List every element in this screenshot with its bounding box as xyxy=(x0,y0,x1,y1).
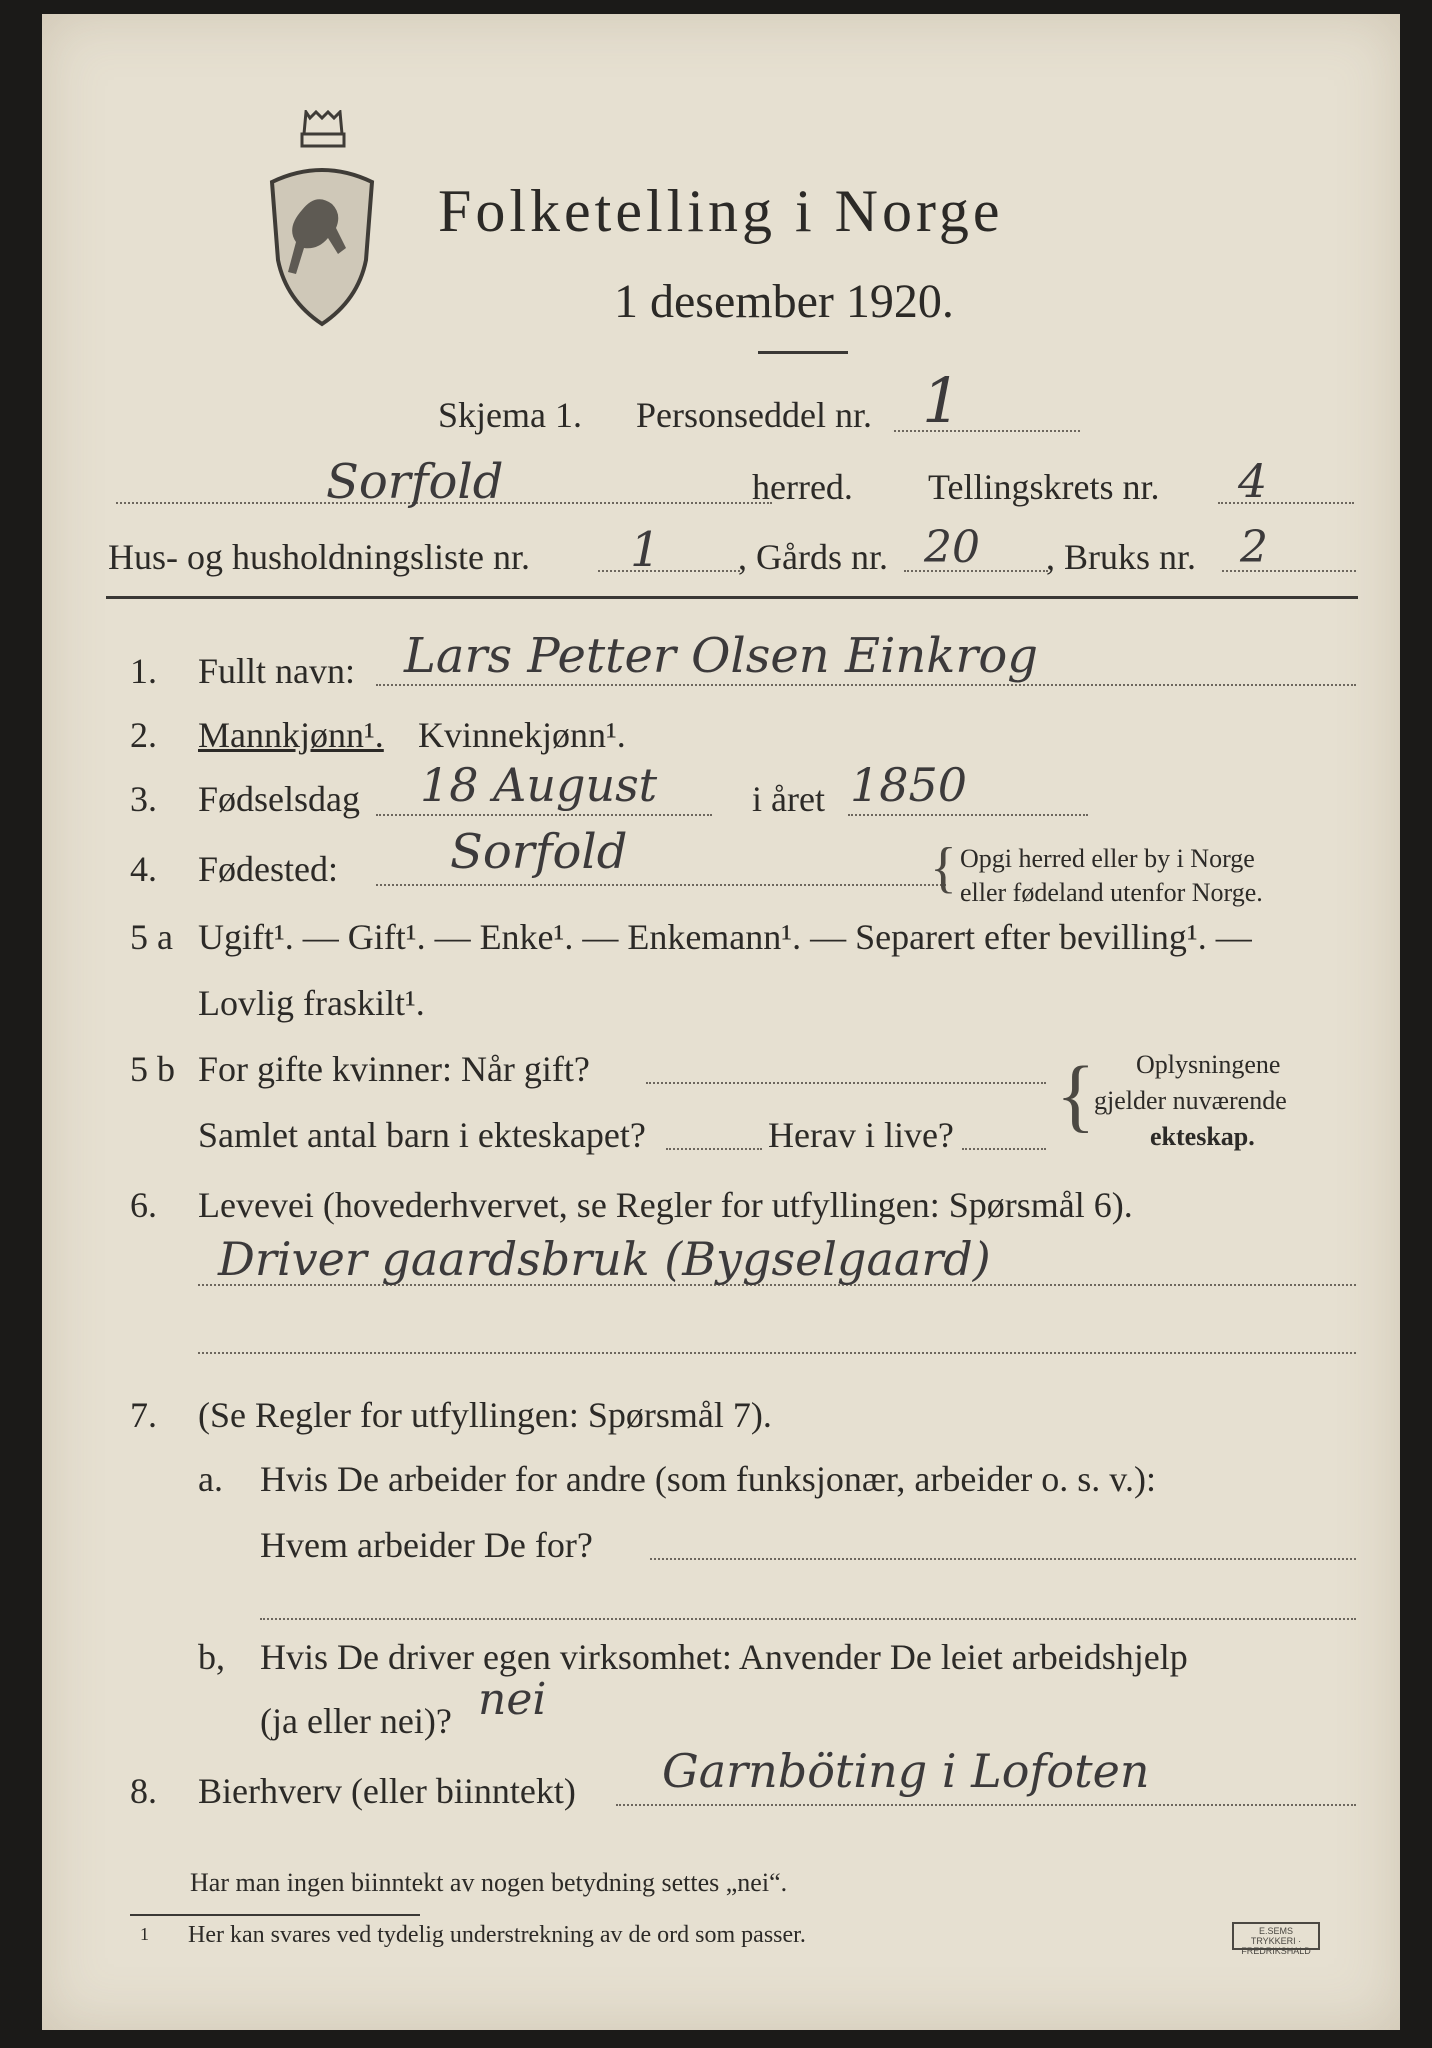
q1-number: 1. xyxy=(130,651,157,691)
tellingskrets-label: Tellingskrets nr. xyxy=(928,467,1160,507)
birthplace-note-1: Opgi herred eller by i Norge xyxy=(960,844,1255,873)
q4-brace: { xyxy=(930,837,957,899)
census-date: 1 desember 1920. xyxy=(614,275,954,328)
occupation-value[interactable]: Driver gaardsbruk (Bygselgaard) xyxy=(218,1232,991,1286)
q2-number: 2. xyxy=(130,715,157,755)
footer-divider xyxy=(130,1914,420,1916)
footnote-text: Her kan svares ved tydelig understrekning av de ord som passer. xyxy=(188,1922,806,1948)
personseddel-value[interactable]: 1 xyxy=(922,364,962,437)
husliste-line xyxy=(598,570,740,572)
printer-stamp: E.SEMS TRYKKERI · FREDRIKSHALD xyxy=(1232,1922,1320,1950)
alive-line xyxy=(962,1148,1046,1150)
married-when-line xyxy=(646,1082,1046,1084)
side-income-line xyxy=(616,1804,1356,1806)
q6-number: 6. xyxy=(130,1185,157,1225)
q5a-number: 5 a xyxy=(130,917,173,957)
birthyear-line xyxy=(848,814,1088,816)
q7a-letter: a. xyxy=(198,1459,223,1499)
gender-male-option[interactable]: Mannkjønn¹. xyxy=(198,715,384,755)
schema-label: Skjema 1. xyxy=(438,395,582,435)
herred-value[interactable]: Sorfold xyxy=(326,454,504,510)
husliste-value[interactable]: 1 xyxy=(630,522,661,578)
footnote-mark: 1 xyxy=(140,1924,149,1944)
side-income-value[interactable]: Garnböting i Lofoten xyxy=(662,1744,1150,1798)
q7a-label-1: Hvis De arbeider for andre (som funksjonær, arbeider o. s. v.): xyxy=(260,1459,1156,1499)
q3-label: Fødselsdag xyxy=(198,779,360,819)
employer-line-1 xyxy=(650,1558,1356,1560)
marital-status-options-2[interactable]: Lovlig fraskilt¹. xyxy=(198,983,425,1023)
bruks-value[interactable]: 2 xyxy=(1240,522,1268,573)
q7-label: (Se Regler for utfyllingen: Spørsmål 7). xyxy=(198,1395,772,1435)
q8-number: 8. xyxy=(130,1771,157,1811)
full-name-value[interactable]: Lars Petter Olsen Einkrog xyxy=(404,628,1038,684)
q7-number: 7. xyxy=(130,1395,157,1435)
personseddel-label: Personseddel nr. xyxy=(636,395,872,435)
hired-help-value[interactable]: nei xyxy=(478,1674,547,1725)
gards-value[interactable]: 20 xyxy=(924,522,980,573)
census-form xyxy=(42,14,1400,2030)
q5b-children-label: Samlet antal barn i ekteskapet? xyxy=(198,1115,646,1155)
birthplace-line xyxy=(376,884,946,886)
employer-line-2 xyxy=(260,1618,1356,1620)
q5b-alive-label: Herav i live? xyxy=(768,1115,954,1155)
q3-year-label: i året xyxy=(752,779,825,819)
title-divider xyxy=(758,351,848,354)
q5b-brace: { xyxy=(1056,1049,1096,1140)
bruks-label: , Bruks nr. xyxy=(1046,537,1197,577)
q1-label: Fullt navn: xyxy=(198,651,356,691)
q5b-note-2: gjelder nuværende xyxy=(1094,1086,1287,1115)
marital-status-options[interactable]: Ugift¹. — Gift¹. — Enke¹. — Enkemann¹. — Separert efter bevilling¹. — xyxy=(198,917,1252,957)
children-line xyxy=(666,1148,762,1150)
no-side-income-note: Har man ingen biinntekt av nogen betydning settes „nei“. xyxy=(190,1868,788,1897)
gender-female-option[interactable]: Kvinnekjønn¹. xyxy=(418,715,626,755)
q8-label: Bierhverv (eller biinntekt) xyxy=(198,1771,576,1811)
gards-label: , Gårds nr. xyxy=(738,537,888,577)
q4-label: Fødested: xyxy=(198,849,338,889)
q7b-label-2: (ja eller nei)? xyxy=(260,1701,452,1741)
q5b-number: 5 b xyxy=(130,1049,175,1089)
birthplace-value[interactable]: Sorfold xyxy=(450,824,628,880)
husliste-label: Hus- og husholdningsliste nr. xyxy=(108,537,531,577)
q5b-note-1: Oplysningene xyxy=(1136,1050,1281,1079)
q7b-label-1: Hvis De driver egen virksomhet: Anvender De leiet arbeidshjelp xyxy=(260,1637,1188,1677)
birthdate-value[interactable]: 18 August xyxy=(420,758,658,812)
q5b-married-when: For gifte kvinner: Når gift? xyxy=(198,1049,590,1089)
birthplace-note-2: eller fødeland utenfor Norge. xyxy=(960,878,1263,907)
header-divider xyxy=(106,596,1358,599)
q4-number: 4. xyxy=(130,849,157,889)
q1-line xyxy=(376,684,1356,686)
birthdate-line xyxy=(376,814,712,816)
coat-of-arms-icon xyxy=(266,110,378,328)
census-title: Folketelling i Norge xyxy=(438,178,1004,244)
q7a-label-2: Hvem arbeider De for? xyxy=(260,1525,593,1565)
q7b-letter: b, xyxy=(198,1637,225,1677)
tellingskrets-value[interactable]: 4 xyxy=(1238,454,1268,508)
occupation-line-2 xyxy=(198,1352,1356,1354)
birthyear-value[interactable]: 1850 xyxy=(850,758,968,812)
q3-number: 3. xyxy=(130,779,157,819)
herred-label: herred. xyxy=(752,467,853,507)
q5b-note-3: ekteskap. xyxy=(1150,1122,1255,1151)
q6-label: Levevei (hovederhvervet, se Regler for utfyllingen: Spørsmål 6). xyxy=(198,1185,1133,1225)
